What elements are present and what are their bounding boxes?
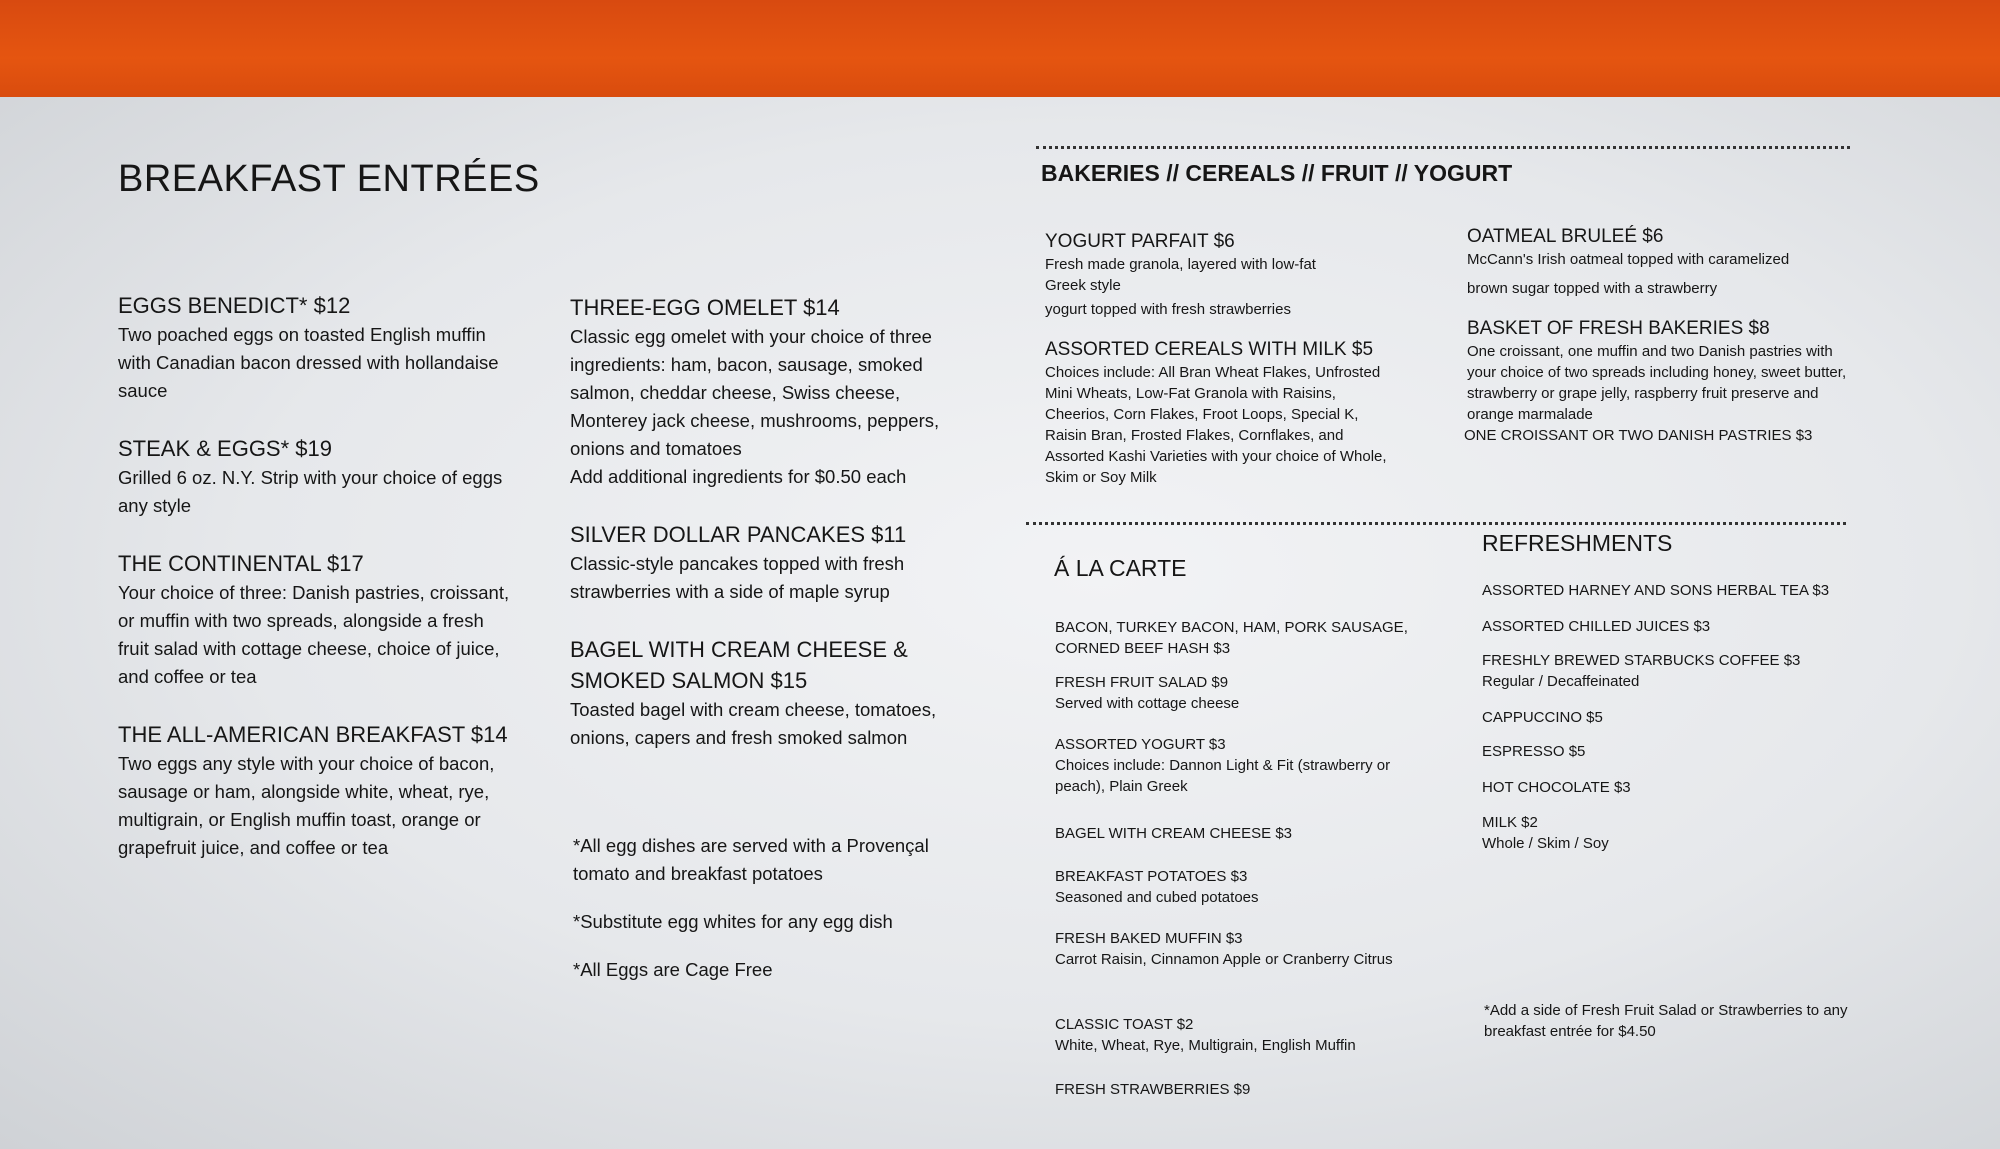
item-name: HOT CHOCOLATE $3	[1482, 779, 1631, 796]
item-name: BREAKFAST POTATOES $3	[1055, 868, 1248, 885]
menu-item	[1482, 580, 1862, 601]
item-extra: ONE CROISSANT OR TWO DANISH PASTRIES $3	[1464, 427, 1813, 444]
item-name: THREE-EGG OMELET $14	[570, 295, 840, 320]
item-description: Served with cottage cheese	[1055, 695, 1240, 712]
item-extra: Add additional ingredients for $0.50 each	[570, 466, 907, 487]
menu-item	[1482, 812, 1862, 854]
item-description: Your choice of three: Danish pastries, croissant, or muffin with two spreads, alongside a fresh fruit salad with cottage cheese, choice of juice, and coffee or tea	[118, 582, 510, 687]
refreshments-section-title: REFRESHMENTS	[1482, 530, 1673, 556]
item-name: SILVER DOLLAR PANCAKES $11	[570, 522, 907, 547]
item-name: FRESH BAKED MUFFIN $3	[1055, 930, 1243, 947]
item-name: ESPRESSO $5	[1482, 743, 1586, 760]
item-description: Toasted bagel with cream cheese, tomatoes, onions, capers and fresh smoked salmon	[570, 699, 937, 748]
item-description: Choices include: Dannon Light & Fit (strawberry or peach), Plain Greek	[1055, 757, 1391, 795]
header-band	[0, 0, 2000, 97]
bakeries-left-column	[1045, 230, 1390, 506]
menu-item	[1467, 225, 1847, 299]
bakeries-section-title: BAKERIES // CEREALS // FRUIT // YOGURT	[1041, 160, 1513, 186]
menu-item	[1045, 338, 1390, 488]
item-description: McCann's Irish oatmeal topped with caramelized	[1467, 251, 1790, 268]
menu-item	[1055, 734, 1430, 797]
menu-item	[1482, 650, 1862, 692]
item-name: BASKET OF FRESH BAKERIES $8	[1467, 318, 1770, 339]
menu-item	[1482, 616, 1862, 637]
footnote: *All Eggs are Cage Free	[573, 959, 773, 980]
page-title: BREAKFAST ENTRÉES	[118, 158, 540, 200]
menu-item	[1055, 866, 1430, 908]
item-name: FRESH STRAWBERRIES $9	[1055, 1081, 1251, 1098]
menu-item	[1055, 672, 1430, 714]
item-description: Regular / Decaffeinated	[1482, 673, 1640, 690]
item-name: ASSORTED CEREALS WITH MILK $5	[1045, 339, 1374, 360]
item-description: Seasoned and cubed potatoes	[1055, 889, 1259, 906]
menu-item	[1482, 707, 1862, 728]
item-description: Whole / Skim / Soy	[1482, 835, 1609, 852]
item-name: BAGEL WITH CREAM CHEESE & SMOKED SALMON $15	[570, 637, 908, 693]
menu-item	[570, 519, 990, 606]
item-description: Two poached eggs on toasted English muffin with Canadian bacon dressed with hollandaise sauce	[118, 324, 499, 401]
entrees-left-column	[118, 290, 518, 890]
menu-item	[1045, 230, 1390, 320]
item-name: YOGURT PARFAIT $6	[1045, 231, 1235, 252]
item-name: BAGEL WITH CREAM CHEESE $3	[1055, 825, 1292, 842]
menu-item	[1055, 1079, 1430, 1100]
item-description: yogurt topped with fresh strawberries	[1045, 301, 1291, 318]
item-description: White, Wheat, Rye, Multigrain, English Muffin	[1055, 1037, 1356, 1054]
footnote: *All egg dishes are served with a Provençal tomato and breakfast potatoes	[573, 835, 929, 884]
item-name: THE ALL-AMERICAN BREAKFAST $14	[118, 722, 508, 747]
menu-item	[1055, 928, 1430, 970]
item-name: ASSORTED CHILLED JUICES $3	[1482, 618, 1711, 635]
footnotes	[573, 832, 973, 1004]
menu-item	[1464, 317, 1847, 446]
item-name: CLASSIC TOAST $2	[1055, 1016, 1194, 1033]
item-description: Two eggs any style with your choice of bacon, sausage or ham, alongside white, wheat, rye, multigrain, or English muffin toast, orange or grapefruit juice, and coffee or tea	[118, 753, 495, 858]
item-name: ASSORTED HARNEY AND SONS HERBAL TEA $3	[1482, 582, 1830, 599]
item-description: Choices include: All Bran Wheat Flakes, Unfrosted Mini Wheats, Low-Fat Granola with Raisins, Cheerios, Corn Flakes, Froot Loops, Special K, Raisin Bran, Frosted Flakes, Cornflakes, and Assorted Kashi Varieties with your choice of Whole, Skim or Soy Milk	[1045, 364, 1387, 486]
item-description: Carrot Raisin, Cinnamon Apple or Cranberry Citrus	[1055, 951, 1393, 968]
dotted-divider	[1036, 146, 1850, 149]
menu-item	[118, 719, 518, 862]
item-name: FRESH FRUIT SALAD $9	[1055, 674, 1229, 691]
side-note	[1484, 1000, 1854, 1042]
item-name: MILK $2	[1482, 814, 1538, 831]
menu-item	[118, 548, 518, 691]
menu-item	[570, 292, 990, 491]
item-description: Classic-style pancakes topped with fresh strawberries with a side of maple syrup	[570, 553, 905, 602]
menu-item	[1482, 741, 1862, 762]
item-description: One croissant, one muffin and two Danish pastries with your choice of two spreads including honey, sweet butter, strawberry or grape jelly, raspberry fruit preserve and orange marmalade	[1467, 343, 1847, 423]
item-description: Fresh made granola, layered with low-fat Greek style	[1045, 256, 1316, 294]
item-name: OATMEAL BRULEÉ $6	[1467, 226, 1664, 247]
footnote: *Substitute egg whites for any egg dish	[573, 911, 893, 932]
menu-item	[1055, 823, 1430, 844]
item-description: brown sugar topped with a strawberry	[1467, 280, 1718, 297]
item-name: CAPPUCCINO $5	[1482, 709, 1603, 726]
item-name: ASSORTED YOGURT $3	[1055, 736, 1226, 753]
item-name: STEAK & EGGS* $19	[118, 436, 332, 461]
side-note-text: *Add a side of Fresh Fruit Salad or Strawberries to any breakfast entrée for $4.50	[1484, 1002, 1848, 1040]
item-description: Classic egg omelet with your choice of three ingredients: ham, bacon, sausage, smoked salmon, cheddar cheese, Swiss cheese, Monterey jack cheese, mushrooms, peppers, onions and tomatoes	[570, 326, 940, 459]
alacarte-section-title: Á LA CARTE	[1054, 555, 1187, 581]
menu-item	[1055, 1014, 1430, 1056]
menu-item	[118, 290, 518, 405]
menu-item	[1055, 617, 1430, 659]
item-name: EGGS BENEDICT* $12	[118, 293, 351, 318]
item-name: BACON, TURKEY BACON, HAM, PORK SAUSAGE, CORNED BEEF HASH $3	[1055, 619, 1408, 657]
menu-item	[570, 634, 990, 752]
menu-item	[118, 433, 518, 520]
menu-item	[1482, 777, 1862, 798]
item-name: THE CONTINENTAL $17	[118, 551, 364, 576]
item-name: FRESHLY BREWED STARBUCKS COFFEE $3	[1482, 652, 1801, 669]
entrees-right-column	[570, 292, 990, 780]
dotted-divider	[1026, 522, 1846, 525]
bakeries-right-column	[1464, 225, 1847, 464]
item-description: Grilled 6 oz. N.Y. Strip with your choice of eggs any style	[118, 467, 503, 516]
